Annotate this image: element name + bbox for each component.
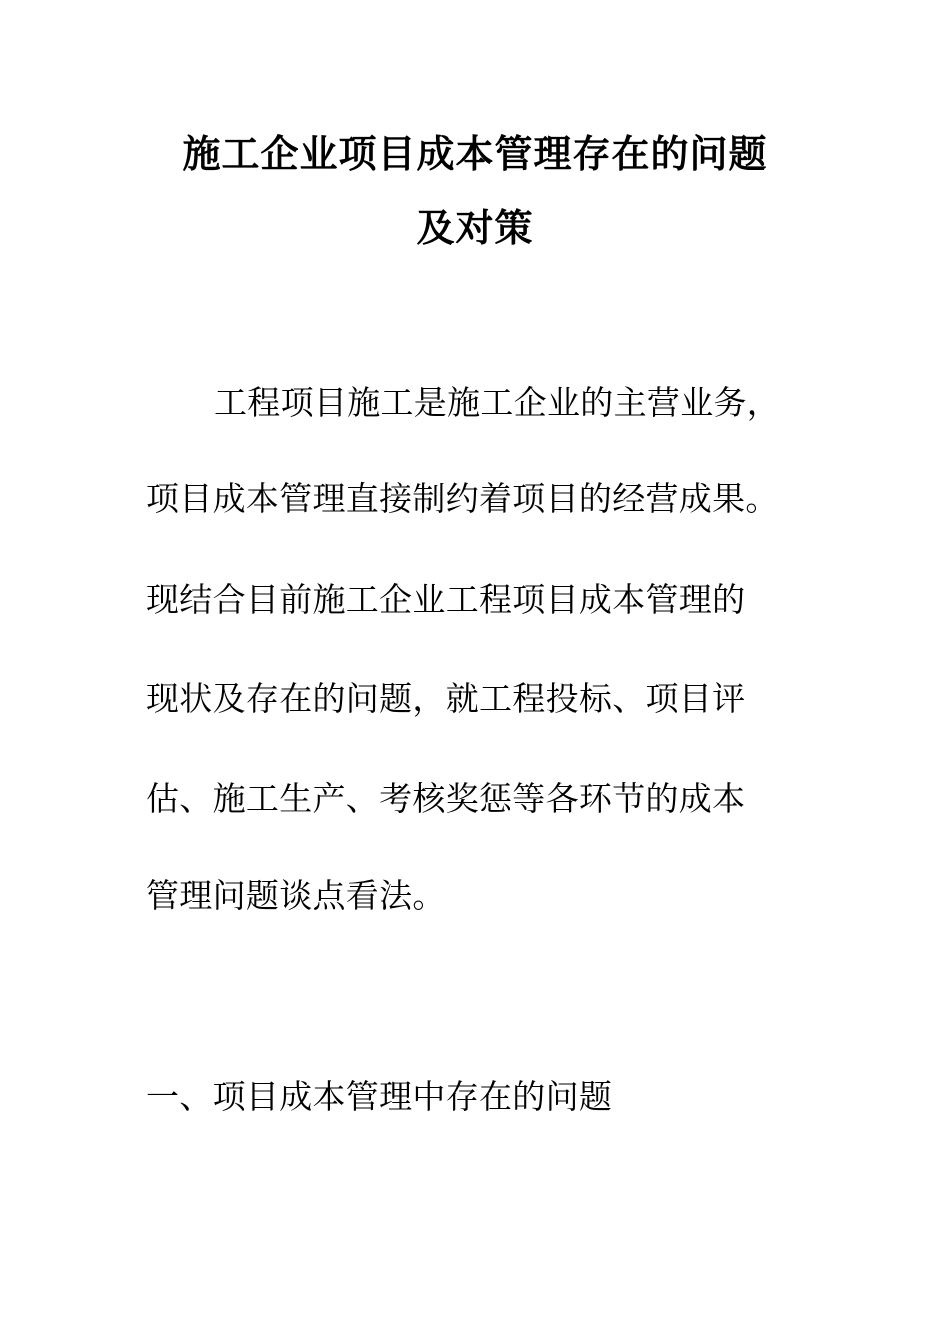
- document-title-line-2: 及对策: [416, 205, 534, 250]
- intro-paragraph-line: 现结合目前施工企业工程项目成本管理的: [146, 580, 746, 619]
- intro-paragraph-line: 工程项目施工是施工企业的主营业务，: [214, 383, 781, 422]
- section-heading: 一、项目成本管理中存在的问题: [146, 1077, 613, 1116]
- intro-paragraph-line: 项目成本管理直接制约着项目的经营成果。: [146, 479, 779, 518]
- intro-paragraph-line: 估、施工生产、考核奖惩等各环节的成本: [146, 779, 746, 818]
- intro-paragraph-line: 管理问题谈点看法。: [146, 876, 446, 915]
- intro-paragraph-line: 现状及存在的问题，就工程投标、项目评: [146, 679, 746, 718]
- document-title-line-1: 施工企业项目成本管理存在的问题: [182, 131, 768, 176]
